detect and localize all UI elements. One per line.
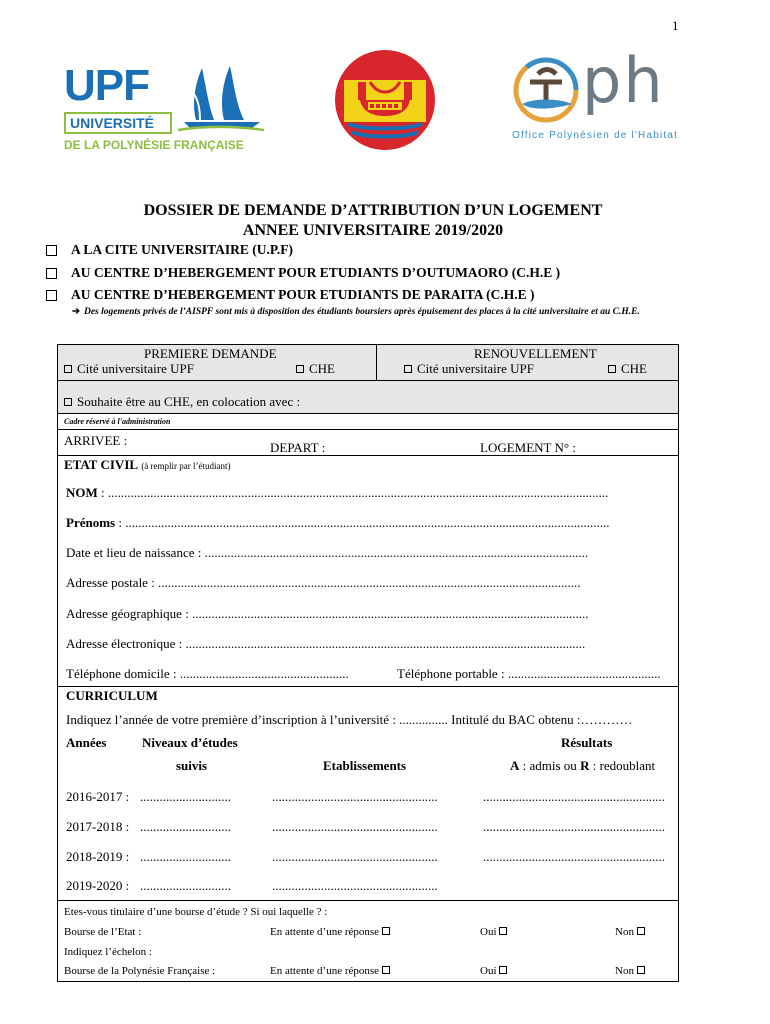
arrivee-field[interactable]: ARRIVEE : xyxy=(64,433,128,448)
page-number: 1 xyxy=(672,18,679,33)
oph-wordmark: ph xyxy=(582,44,665,117)
prenoms-field[interactable]: Prénoms : ..................................................................................................................................................... xyxy=(66,515,610,530)
checkbox[interactable] xyxy=(64,398,72,406)
checkbox[interactable] xyxy=(499,966,507,974)
upf-university-label: UNIVERSITÉ xyxy=(64,112,172,134)
checkbox[interactable] xyxy=(404,365,412,373)
coloc-option[interactable]: Souhaite être au CHE, en colocation avec : xyxy=(64,394,300,410)
resultat-field[interactable]: ........................................................ xyxy=(483,789,665,804)
renewal-title: RENOUVELLEMENT xyxy=(474,346,597,361)
upf-logo xyxy=(62,62,262,154)
oph-caption: Office Polynésien de l'Habitat xyxy=(512,130,679,141)
tel-portable-field[interactable]: Téléphone portable : ............................................... xyxy=(397,666,661,681)
bourse-etat-label: Bourse de l’Etat : xyxy=(64,926,142,938)
col-niveaux: Niveaux d’études xyxy=(142,735,238,750)
polynesia-emblem-logo xyxy=(330,40,440,160)
echelon-field[interactable]: Indiquez l’échelon : xyxy=(64,946,152,958)
checkbox[interactable] xyxy=(296,365,304,373)
oph-emblem-icon xyxy=(510,54,584,128)
resultat-field[interactable]: ........................................................ xyxy=(483,819,665,834)
document-subtitle: ANNEE UNIVERSITAIRE 2019/2020 xyxy=(242,222,504,239)
document-title: DOSSIER DE DEMANDE D’ATTRIBUTION D’UN LOGEMENT xyxy=(143,202,603,219)
first-request-che-option[interactable]: CHE xyxy=(296,361,335,377)
checkbox[interactable] xyxy=(46,290,57,301)
first-request-title: PREMIERE DEMANDE xyxy=(144,346,277,361)
col-resultats: Résultats xyxy=(561,735,613,750)
etablissement-field[interactable]: ................................................... xyxy=(272,878,438,893)
arrow-right-icon: ➔ xyxy=(72,307,80,317)
checkbox[interactable] xyxy=(46,268,57,279)
checkbox[interactable] xyxy=(382,927,390,935)
adresse-geo-field[interactable]: Adresse géographique : .......................................................................................................................... xyxy=(66,606,589,621)
bourse-question: Etes-vous titulaire d’une bourse d’étude ? Si oui laquelle ? : xyxy=(64,906,328,918)
upf-wordmark: UPF xyxy=(64,61,149,110)
etablissement-field[interactable]: ................................................... xyxy=(272,819,438,834)
oph-logo xyxy=(508,44,708,152)
depart-field[interactable]: DEPART : xyxy=(270,440,326,455)
etablissement-field[interactable]: ................................................... xyxy=(272,849,438,864)
option-cite-universitaire[interactable]: A LA CITE UNIVERSITAIRE (U.P.F) xyxy=(46,242,293,258)
tel-domicile-field[interactable]: Téléphone domicile : .................................................... xyxy=(66,666,349,681)
etat-attente-option[interactable]: En attente d’une réponse xyxy=(270,926,395,938)
checkbox[interactable] xyxy=(608,365,616,373)
naissance-field[interactable]: Date et lieu de naissance : ...................................................................................................................... xyxy=(66,545,589,560)
year-2019-2020: 2019-2020 : xyxy=(66,878,130,893)
application-form xyxy=(57,344,679,982)
info-note: ➔ Des logements privés de l’AISPF sont mis à disposition des étudiants boursiers après épuisement des places à la cité universitaire et au C.H.E. xyxy=(72,307,640,317)
checkbox[interactable] xyxy=(46,245,57,256)
checkbox[interactable] xyxy=(499,927,507,935)
year-2016-2017: 2016-2017 : xyxy=(66,789,130,804)
renewal-cite-option[interactable]: Cité universitaire UPF xyxy=(404,361,534,377)
checkbox[interactable] xyxy=(637,927,645,935)
etat-non-option[interactable]: Non xyxy=(615,926,650,938)
curriculum-heading: CURRICULUM xyxy=(66,688,158,703)
niveau-field[interactable]: ............................ xyxy=(140,789,231,804)
first-request-cite-option[interactable]: Cité universitaire UPF xyxy=(64,361,194,377)
niveau-field[interactable]: ............................ xyxy=(140,849,231,864)
pf-non-option[interactable]: Non xyxy=(615,965,650,977)
resultats-legend: A : admis ou R : redoublant xyxy=(510,758,656,773)
option-che-outumaoro[interactable]: AU CENTRE D’HEBERGEMENT POUR ETUDIANTS D’OUTUMAORO (C.H.E ) xyxy=(46,265,560,281)
col-etablissements: Etablissements xyxy=(323,758,407,773)
col-suivis: suivis xyxy=(176,758,208,773)
col-annees: Années xyxy=(66,735,107,750)
adresse-postale-field[interactable]: Adresse postale : .................................................................................................................................. xyxy=(66,575,581,590)
curriculum-instruction[interactable]: Indiquez l’année de votre première d’inscription à l’université : ............... Intitulé du BAC obtenu :………… xyxy=(66,712,633,727)
nom-field[interactable]: NOM : .......................................................................................................................................................... xyxy=(66,485,609,500)
resultat-field[interactable]: ........................................................ xyxy=(483,849,665,864)
logement-field[interactable]: LOGEMENT N° : xyxy=(480,440,576,455)
niveau-field[interactable]: ............................ xyxy=(140,878,231,893)
etablissement-field[interactable]: ................................................... xyxy=(272,789,438,804)
upf-subtitle: DE LA POLYNÉSIE FRANÇAISE xyxy=(64,138,244,152)
year-2017-2018: 2017-2018 : xyxy=(66,819,130,834)
checkbox[interactable] xyxy=(637,966,645,974)
checkbox[interactable] xyxy=(382,966,390,974)
checkbox[interactable] xyxy=(64,365,72,373)
bourse-pf-label: Bourse de la Polynésie Française : xyxy=(64,965,216,977)
admin-label: Cadre réservé à l'administration xyxy=(64,417,171,426)
etat-oui-option[interactable]: Oui xyxy=(480,926,512,938)
pf-attente-option[interactable]: En attente d’une réponse xyxy=(270,965,395,977)
year-2018-2019: 2018-2019 : xyxy=(66,849,130,864)
option-che-paraita[interactable]: AU CENTRE D’HEBERGEMENT POUR ETUDIANTS DE PARAITA (C.H.E ) xyxy=(46,287,535,303)
adresse-email-field[interactable]: Adresse électronique : ........................................................................................................................... xyxy=(66,636,586,651)
niveau-field[interactable]: ............................ xyxy=(140,819,231,834)
etat-civil-heading: ETAT CIVIL (à remplir par l’étudiant) xyxy=(64,457,231,472)
sailboat-icon xyxy=(174,64,266,134)
renewal-che-option[interactable]: CHE xyxy=(608,361,647,377)
pf-oui-option[interactable]: Oui xyxy=(480,965,512,977)
